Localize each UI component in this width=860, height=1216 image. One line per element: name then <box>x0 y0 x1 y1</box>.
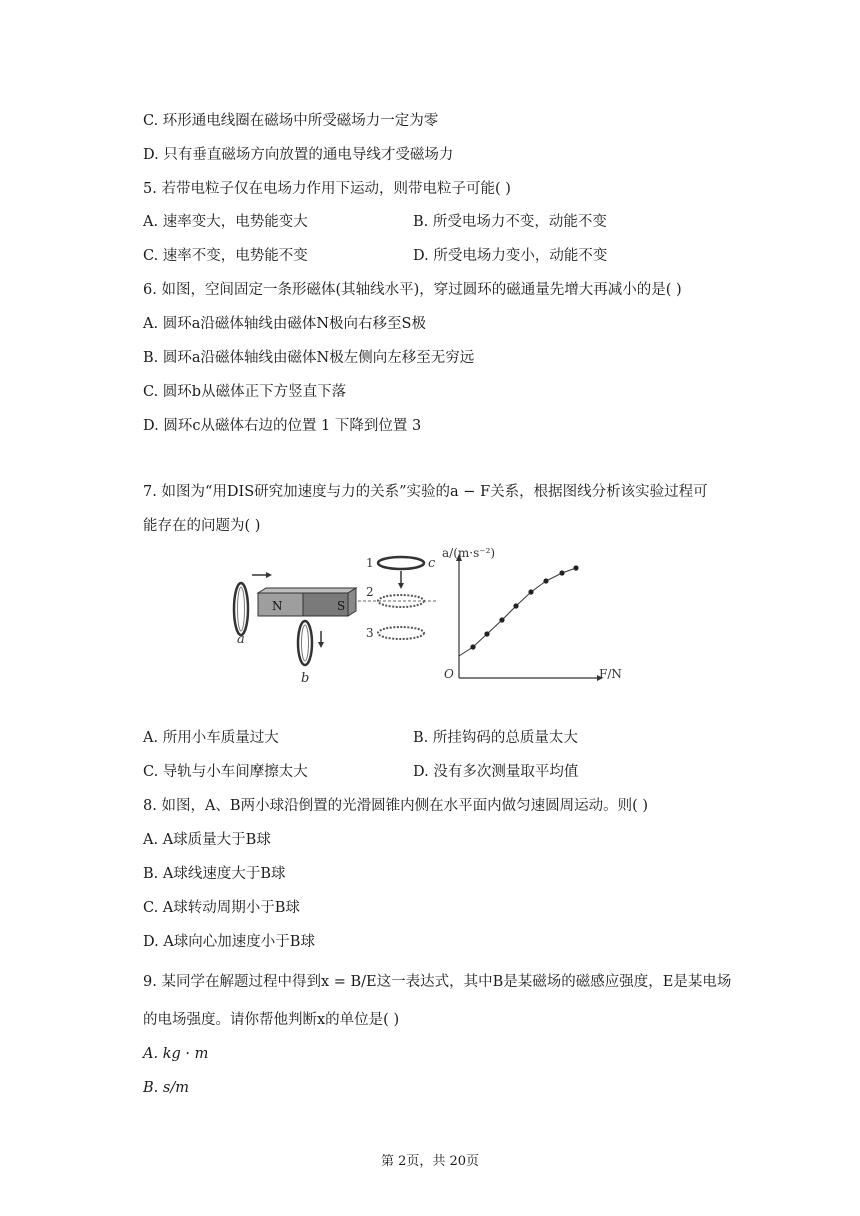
label-c: c <box>428 556 436 571</box>
label-s: S <box>337 599 346 613</box>
label-pos1: 1 <box>366 556 374 570</box>
question-6: 6. 如图，空间固定一条形磁体(其轴线水平)，穿过圆环的磁通量先增大再减小的是( ) <box>143 282 682 298</box>
option-a-q5: A. 速率变大，电势能变大 <box>143 214 308 230</box>
magnet-top <box>258 588 356 593</box>
option-c-q4: C. 环形通电线圈在磁场中所受磁场力一定为零 <box>143 113 439 129</box>
option-a-q9: A. kg · m <box>143 1046 209 1062</box>
question-9-line1: 9. 某同学在解题过程中得到x = B/E这一表达式，其中B是某磁场的磁感应强度，E是某电场 <box>143 974 732 990</box>
figure <box>222 543 642 693</box>
option-d-q7: D. 没有多次测量取平均值 <box>413 764 579 780</box>
option-b-q7: B. 所挂钩码的总质量太大 <box>413 730 578 746</box>
option-b-q6: B. 圆环a沿磁体轴线由磁体N极左侧向左移至无穷远 <box>143 350 475 366</box>
question-8: 8. 如图，A、B两小球沿倒置的光滑圆锥内侧在水平面内做匀速圆周运动。则( ) <box>143 798 648 814</box>
option-b-q5: B. 所受电场力不变，动能不变 <box>413 214 607 230</box>
question-9-line2: 的电场强度。请你帮他判断x的单位是( ) <box>143 1012 400 1028</box>
option-b-q9: B. s/m <box>143 1080 189 1096</box>
question-7-line1: 7. 如图为“用DIS研究加速度与力的关系”实验的a − F关系，根据图线分析该实验过程可 <box>143 484 708 500</box>
ring-b <box>298 621 312 665</box>
option-c-q6: C. 圆环b从磁体正下方竖直下落 <box>143 384 347 400</box>
data-point <box>484 631 489 636</box>
arrow-c-head <box>398 583 404 589</box>
option-b-q8: B. A球线速度大于B球 <box>143 866 286 882</box>
arrow-a-head <box>266 572 272 578</box>
ring-c <box>378 557 424 569</box>
option-c-q5: C. 速率不变，电势能不变 <box>143 248 308 264</box>
option-a-q6: A. 圆环a沿磁体轴线由磁体N极向右移至S极 <box>143 316 426 332</box>
x-axis-label: F/N <box>599 667 622 681</box>
option-d-q6: D. 圆环c从磁体右边的位置 1 下降到位置 3 <box>143 418 422 434</box>
y-axis-label: a/(m·s⁻²) <box>442 546 496 560</box>
data-point <box>499 617 504 622</box>
label-pos2: 2 <box>366 585 374 599</box>
question-5: 5. 若带电粒子仅在电场力作用下运动，则带电粒子可能( ) <box>143 181 511 197</box>
question-7-line2: 能存在的问题为( ) <box>143 518 261 534</box>
option-c-q7: C. 导轨与小车间摩擦太大 <box>143 764 308 780</box>
label-a: a <box>237 632 245 647</box>
option-a-q7: A. 所用小车质量过大 <box>143 730 279 746</box>
position-3-ring <box>378 627 424 639</box>
label-n: N <box>272 599 283 613</box>
option-c-q8: C. A球转动周期小于B球 <box>143 900 300 916</box>
data-point <box>528 589 533 594</box>
data-point <box>559 570 564 575</box>
origin-label: O <box>444 667 454 681</box>
data-curve <box>459 568 576 656</box>
data-point <box>513 603 518 608</box>
data-point <box>470 644 475 649</box>
option-d-q4: D. 只有垂直磁场方向放置的通电导线才受磁场力 <box>143 147 454 163</box>
magnet-side <box>348 588 356 616</box>
magnet-and-graph-figure <box>222 543 642 693</box>
arrow-b-head <box>318 642 324 648</box>
ring-b-inner <box>302 625 309 661</box>
ring-a-inner <box>238 587 245 631</box>
option-a-q8: A. A球质量大于B球 <box>143 832 271 848</box>
ring-a <box>234 583 248 635</box>
page-footer: 第 2页，共 20页 <box>380 1154 480 1169</box>
option-d-q5: D. 所受电场力变小，动能不变 <box>413 248 608 264</box>
label-b: b <box>301 671 310 686</box>
option-d-q8: D. A球向心加速度小于B球 <box>143 934 315 950</box>
data-point <box>573 565 578 570</box>
label-pos3: 3 <box>366 626 374 640</box>
data-point <box>543 578 548 583</box>
